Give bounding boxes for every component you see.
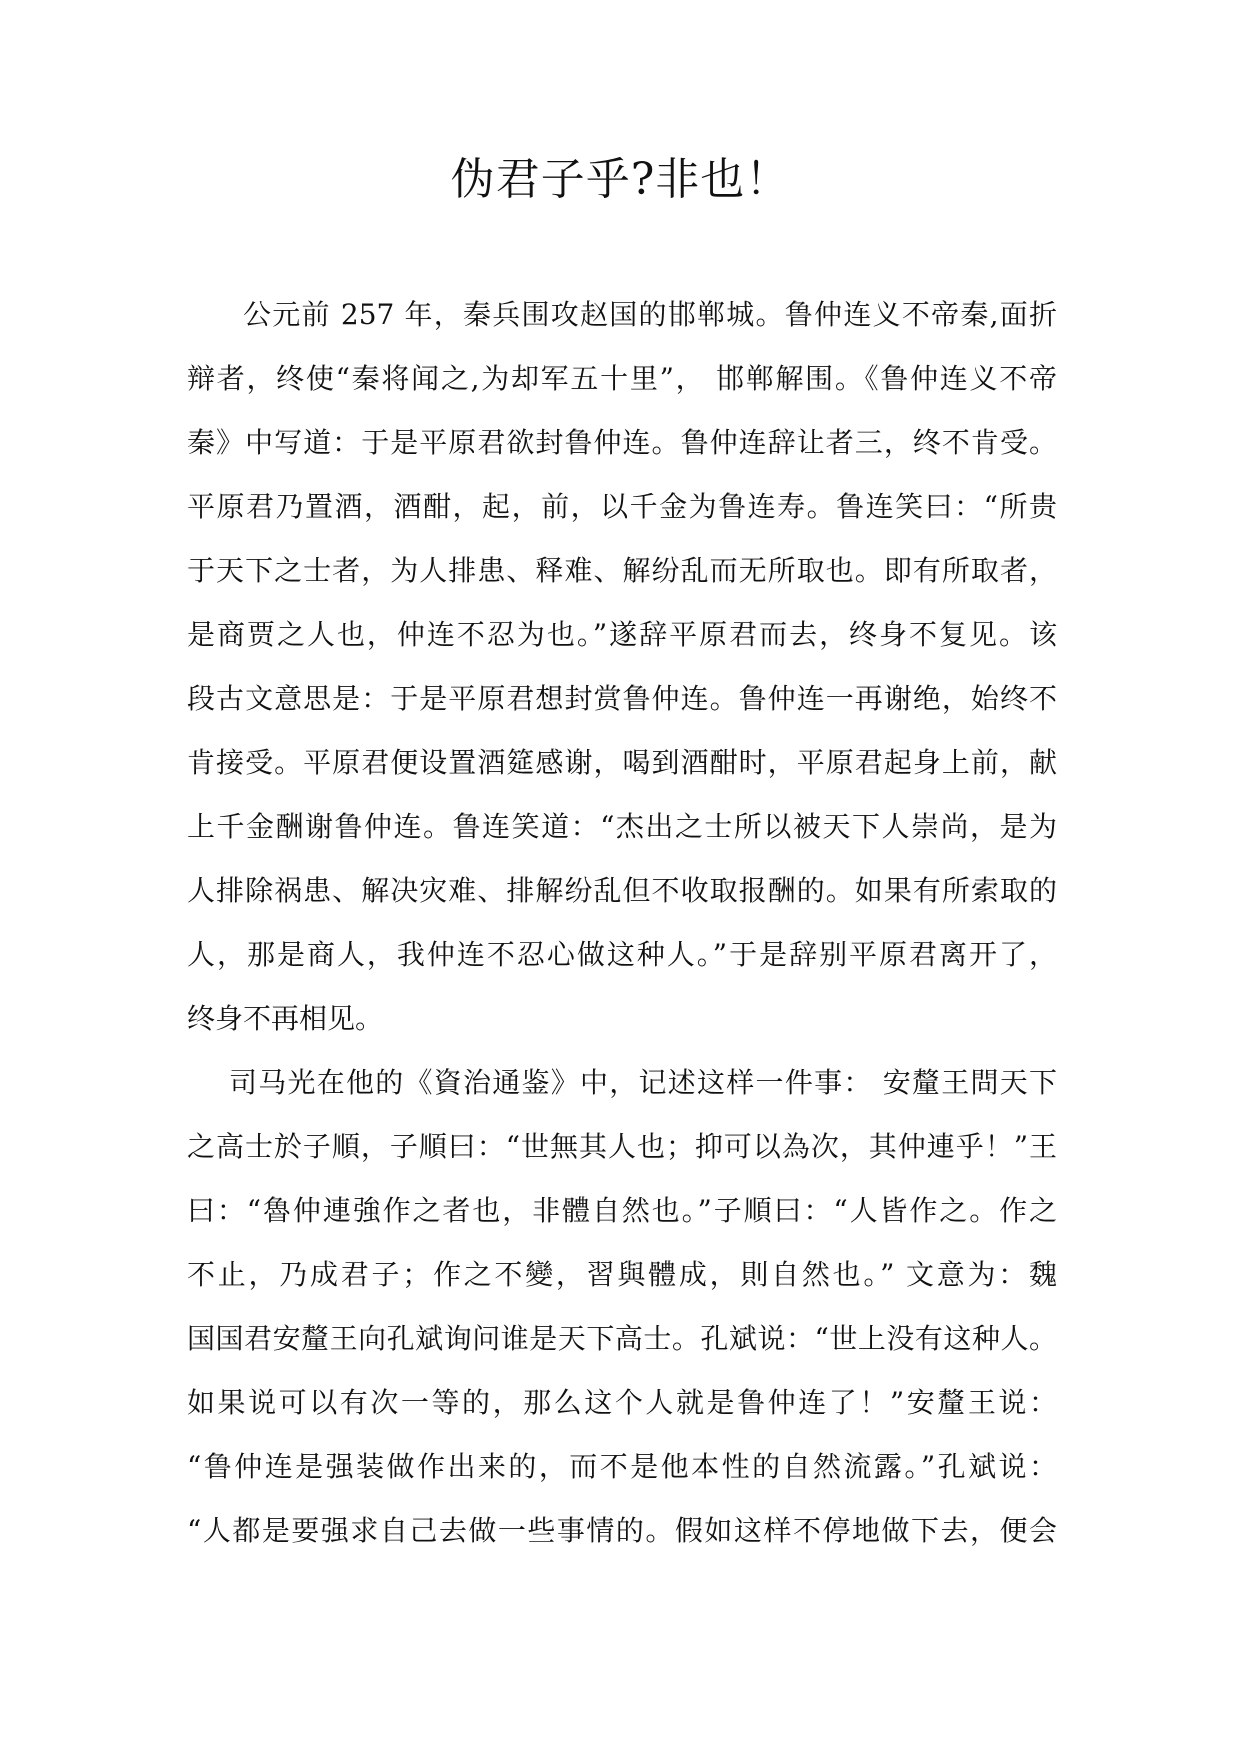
- text-line: 人，那是商人，我仲连不忍心做这种人。”于是辞别平原君离开了，: [187, 938, 1057, 971]
- page-title: 伪君子乎?非也！: [450, 154, 791, 205]
- text-line: 秦》中写道：于是平原君欲封鲁仲连。鲁仲连辞让者三，终不肯受。: [187, 426, 1057, 459]
- text-line: 是商贾之人也，仲连不忍为也。”遂辞平原君而去，终身不复见。该: [187, 618, 1057, 651]
- text-line: “人都是要强求自己去做一些事情的。假如这样不停地做下去，便会: [187, 1514, 1057, 1547]
- text-line: 于天下之士者，为人排患、释难、解纷乱而无所取也。即有所取者，: [187, 554, 1057, 587]
- text-line: 辩者，终使“秦将闻之,为却军五十里”， 邯郸解围。《鲁仲连义不帝: [187, 362, 1057, 395]
- text-line: 终身不再相见。: [187, 1002, 384, 1035]
- text-line: 段古文意思是：于是平原君想封赏鲁仲连。鲁仲连一再谢绝，始终不: [187, 682, 1057, 715]
- text-line: 平原君乃置酒，酒酣，起，前，以千金为鲁连寿。鲁连笑曰：“所贵: [187, 490, 1057, 523]
- text-line: 之高士於子順，子順曰：“世無其人也；抑可以為次，其仲連乎！”王: [187, 1130, 1057, 1163]
- text-line: 不止，乃成君子；作之不變，習與體成，則自然也。” 文意为：魏: [187, 1258, 1057, 1291]
- text-line: 上千金酬谢鲁仲连。鲁连笑道：“杰出之士所以被天下人崇尚，是为: [187, 810, 1057, 843]
- text-line: 人排除祸患、解决灾难、排解纷乱但不收取报酬的。如果有所索取的: [187, 874, 1057, 907]
- text-line: 曰：“魯仲連強作之者也，非體自然也。”子順曰：“人皆作之。作之: [187, 1194, 1057, 1227]
- text-line: 肯接受。平原君便设置酒筵感谢，喝到酒酣时，平原君起身上前，献: [187, 746, 1057, 779]
- text-line: 司马光在他的《資治通鉴》中，记述这样一件事： 安釐王問天下: [229, 1066, 1057, 1099]
- text-line: 国国君安釐王向孔斌询问谁是天下高士。孔斌说：“世上没有这种人。: [187, 1322, 1057, 1355]
- text-line: 如果说可以有次一等的，那么这个人就是鲁仲连了！”安釐王说：: [187, 1386, 1057, 1419]
- text-line: 公元前 257 年，秦兵围攻赵国的邯郸城。鲁仲连义不帝秦,面折: [243, 298, 1057, 331]
- text-line: “鲁仲连是强装做作出来的，而不是他本性的自然流露。”孔斌说：: [187, 1450, 1057, 1483]
- document-body: [187, 283, 1057, 1563]
- paragraph-2: [187, 1051, 1057, 1563]
- paragraph-1: [187, 283, 1057, 1051]
